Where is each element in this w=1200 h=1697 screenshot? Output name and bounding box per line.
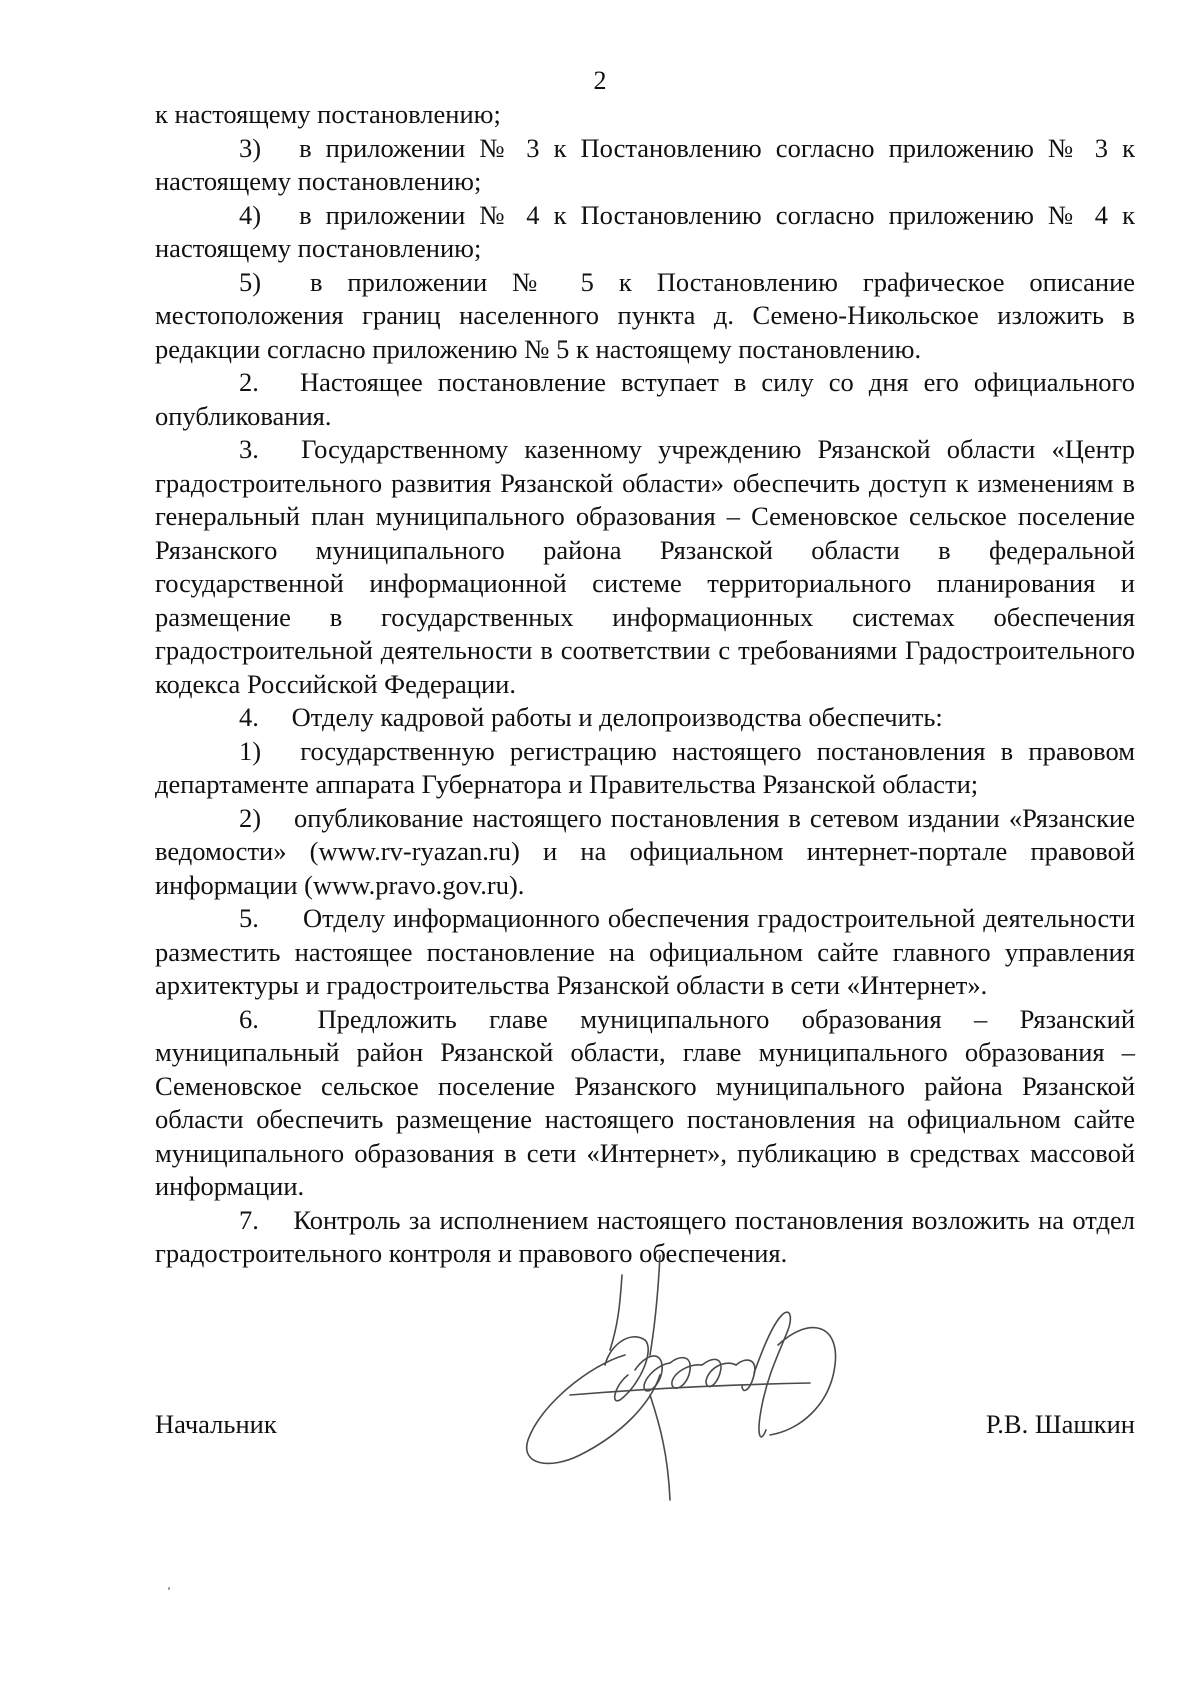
item-number: 3)	[239, 132, 262, 163]
item-number: 1)	[239, 735, 262, 766]
item-number: 2)	[239, 802, 262, 833]
clause-4-subitem-2	[155, 802, 1135, 903]
item-number: 5.	[239, 903, 259, 933]
paragraph-text: Государственному казенному учреждению Рязанской области «Центр градостроительного развития Рязанской области» обеспечить доступ к изменениям в генеральный план муниципального образования – Семеновское сельское поселение Рязанского муниципального района Рязанской области в федеральной государственной информационной системе территориального планирования и размещение в государственных информационных системах обеспечения градостроительной деятельности в соответствии с требованиями Градостроительного кодекса Российской Федерации.	[155, 434, 1136, 699]
subitem-3	[155, 132, 1135, 199]
clause-4-subitem-1	[155, 735, 1135, 802]
item-number: 5)	[239, 266, 262, 297]
item-number: 6.	[239, 1003, 259, 1034]
paragraph-text: Отделу информационного обеспечения градостроительной деятельности разместить настоящее постановление на официальном сайте главного управления архитектуры и градостроительства Рязанской области в сети «Интернет».	[155, 903, 1135, 1000]
signer-position: Начальник	[155, 1409, 277, 1439]
clause-4	[155, 701, 1135, 735]
item-number: 7.	[239, 1204, 259, 1235]
paragraph-text: в приложении № 5 к Постановлению графическое описание местоположения границ населенного пункта д. Семено-Никольское изложить в редакции согласно приложению № 5 к настоящему постановлению.	[155, 266, 1136, 364]
paragraph-text: к настоящему постановлению;	[155, 99, 501, 129]
item-number: 2.	[239, 367, 259, 397]
paragraph-text: государственную регистрацию настоящего постановления в правовом департаменте аппарата Губернатора и Правительства Рязанской области;	[155, 735, 1136, 799]
clause-2	[155, 366, 1135, 433]
clause-3	[155, 433, 1135, 701]
item-number: 3.	[239, 434, 259, 464]
clause-6	[155, 1003, 1135, 1204]
handwritten-signature	[510, 1255, 870, 1515]
paragraph-text: Предложить главе муниципального образования – Рязанский муниципальный район Рязанской области, главе муниципального образования – Семеновское сельское поселение Рязанского муниципального района Рязанской области обеспечить размещение настоящего постановления на официальном сайте муниципального образования в сети «Интернет», публикацию в средствах массовой информации.	[155, 1003, 1135, 1201]
clause-5	[155, 902, 1135, 1003]
scan-speck	[168, 1587, 170, 1590]
paragraph-text: в приложении № 4 к Постановлению согласно приложению № 4 к настоящему постановлению;	[155, 199, 1135, 263]
item-number: 4.	[239, 702, 259, 732]
paragraph-text: опубликование настоящего постановления в сетевом издании «Рязанские ведомости» (www.rv-ryazan.ru) и на официальном интернет-портале правовой информации (www.pravo.gov.ru).	[155, 802, 1135, 900]
paragraph-text: в приложении № 3 к Постановлению согласно приложению № 3 к настоящему постановлению;	[155, 132, 1135, 196]
paragraph-text: Отделу кадровой работы и делопроизводства обеспечить:	[291, 702, 943, 732]
document-body	[155, 98, 1135, 1271]
signer-name: Р.В. Шашкин	[985, 1409, 1135, 1439]
paragraph-text: Контроль за исполнением настоящего постановления возложить на отдел градостроительного контроля и правового обеспечения.	[155, 1204, 1136, 1268]
page-number: 2	[593, 66, 607, 95]
paragraph-text: Настоящее постановление вступает в силу со дня его официального опубликования.	[155, 367, 1135, 431]
paragraph-continuation	[155, 98, 1135, 132]
subitem-5	[155, 266, 1135, 367]
item-number: 4)	[239, 199, 262, 230]
subitem-4	[155, 199, 1135, 266]
